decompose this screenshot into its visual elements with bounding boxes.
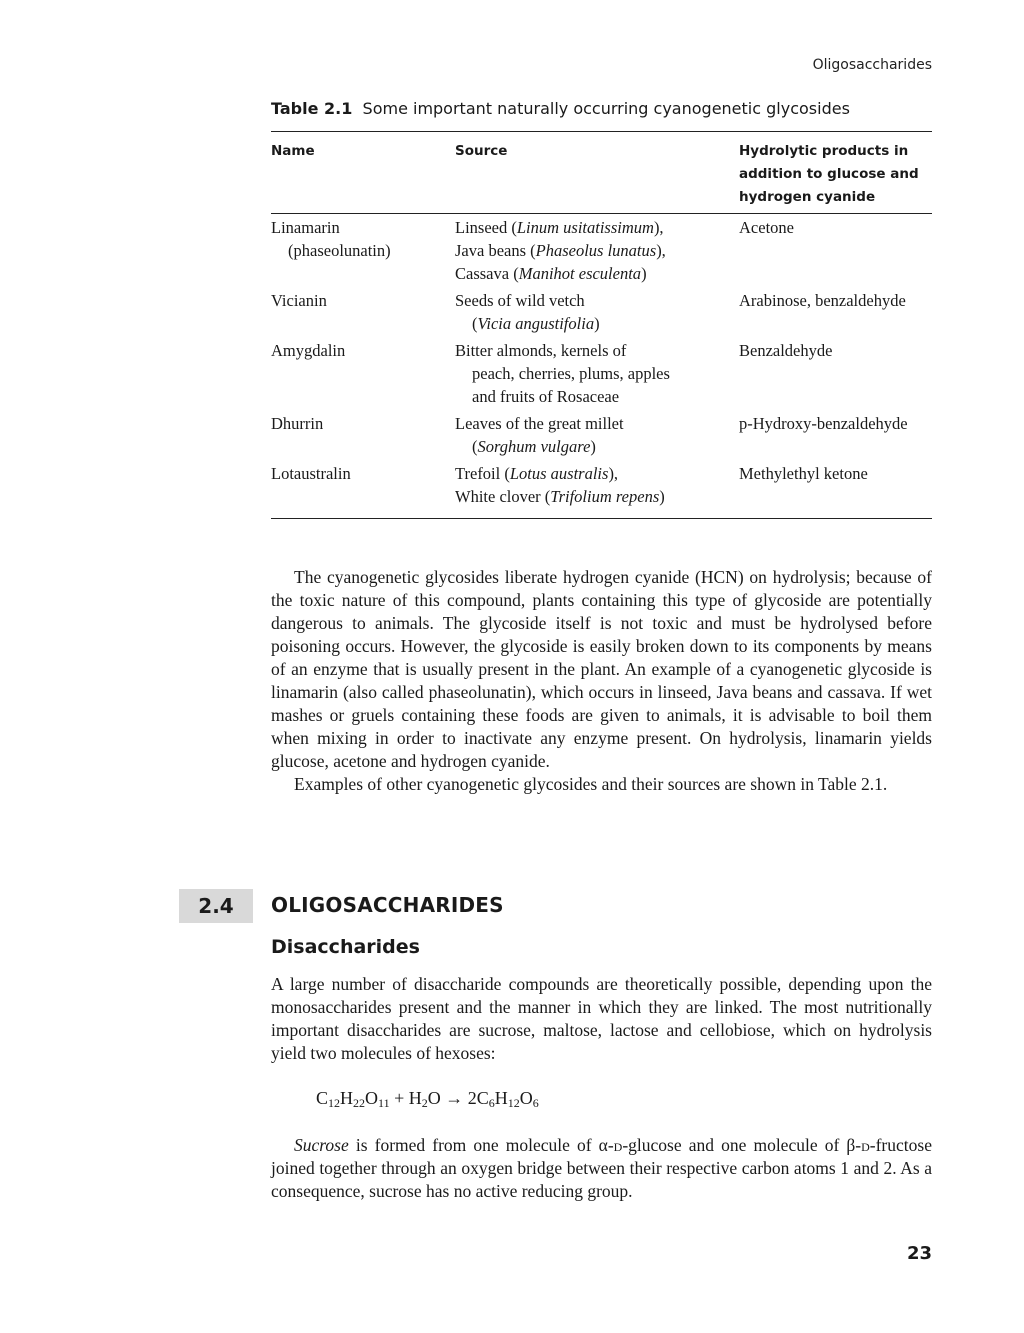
eq-symbol: C [316,1088,329,1108]
term-sucrose: Sucrose [294,1135,349,1155]
source-text: Trefoil ( [455,464,510,483]
paragraph: Examples of other cyanogenetic glycosides and their sources are shown in Table 2.1. [294,774,888,794]
paragraph-text: -glucose and one molecule of β- [622,1135,862,1155]
cell-product: Acetone [739,218,794,237]
source-line [455,239,739,262]
source-line: Leaves of the great millet [455,414,624,433]
source-line [455,312,739,335]
small-caps-d: d [613,1135,623,1155]
species-name: Linum usitatissimum [516,218,654,237]
table-row [271,412,932,458]
body-text-cyanogenetic [271,566,932,796]
source-line [455,435,739,458]
hydrolysis-equation [316,1088,539,1109]
eq-subscript: 6 [488,1096,495,1110]
cell-product: Methylethyl ketone [739,464,868,483]
header-products-line: addition to glucose and [739,166,919,182]
source-text: ), [653,218,664,237]
source-text: ) [659,487,665,506]
source-text: ) [641,264,647,283]
cell-product: p-Hydroxy-benzaldehyde [739,414,908,433]
source-text: Cassava ( [455,264,519,283]
page-number: 23 [906,1243,932,1264]
source-text: ( [472,314,478,333]
table-row [271,462,932,508]
cell-name: Lotaustralin [271,464,351,483]
subsection-title: Disaccharides [271,936,420,958]
eq-symbol: H [408,1088,422,1108]
species-name: Lotus australis [509,464,609,483]
cell-name [271,216,455,285]
cell-source [455,339,739,408]
source-line: and fruits of Rosaceae [472,387,620,406]
source-text: White clover ( [455,487,551,506]
eq-subscript: 22 [353,1096,366,1110]
table-caption-label: Table 2.1 [271,99,353,118]
source-line: Seeds of wild vetch [455,291,585,310]
paragraph: The cyanogenetic glycosides liberate hydrogen cyanide (HCN) on hydrolysis; because of the toxic nature of this compound, plants containing this type of glycoside are potentially dangerous to animals. The glycoside itself is not toxic and must be hydrolysed before poisoning occurs. However, the glycoside is easily broken down to its components by means of an enzyme that is usually present in the plant. An example of a cyanogenetic glycoside is linamarin (also called phaseolunatin), which occurs in linseed, Java beans and cassava. If wet mashes or gruels containing these foods are given to animals, it is advisable to boil them when mixing in order to inactivate any enzyme present. On hydrolysis, linamarin yields glucose, acetone and hydrogen cyanide. [271,567,932,771]
paragraph-text: -fructose joined together through an oxygen bridge between their respective carbon atoms 1 and 2. As a consequence, sucrose has no active reducing group. [271,1135,932,1201]
table-row [271,216,932,285]
species-name: Trifolium repens [550,487,660,506]
cell-source [455,462,739,508]
eq-subscript: 6 [532,1096,539,1110]
table-row [271,339,932,408]
cell-source [455,289,739,335]
cell-name: Vicianin [271,291,327,310]
paragraph-text: is formed from one molecule of α- [348,1135,614,1155]
paragraph [271,1134,932,1203]
source-text: ) [590,437,596,456]
eq-subscript: 12 [507,1096,520,1110]
eq-subscript: 11 [378,1096,390,1110]
source-line [455,216,739,239]
cell-name: Amygdalin [271,341,346,360]
table-body [271,214,932,508]
glycoside-name: Linamarin [271,218,340,237]
source-line: Bitter almonds, kernels of [455,341,627,360]
table-caption-text: Some important naturally occurring cyanogenetic glycosides [362,99,850,118]
eq-arrow: → [440,1088,468,1108]
body-text-disaccharides [271,973,932,1065]
eq-subscript: 2 [421,1096,428,1110]
glycosides-table [271,131,932,519]
header-source: Source [455,143,508,159]
header-products-line: Hydrolytic products in [739,143,909,159]
source-text: ) [594,314,600,333]
source-text: ( [472,437,478,456]
source-text: Linseed ( [455,218,517,237]
glycoside-alt-name: (phaseolunatin) [288,241,391,260]
paragraph: A large number of disaccharide compounds are theoretically possible, depending upon the monosaccharides present and the manner in which they are linked. The most nutritionally important disaccharides are sucrose, maltose, lactose and cellobiose, which on hydrolysis yield two molecules of hexoses: [271,974,932,1063]
eq-subscript: 12 [328,1096,341,1110]
source-line [455,462,739,485]
source-text: ), [656,241,666,260]
species-name: Manihot esculenta [518,264,642,283]
eq-symbol: O [519,1088,533,1108]
eq-operator: + [389,1088,409,1108]
species-name: Vicia angustifolia [477,314,595,333]
table-row [271,289,932,335]
header-name: Name [271,143,315,159]
table-header-row [271,132,932,213]
source-line [455,485,739,508]
table-caption [271,99,850,118]
eq-symbol: H [340,1088,354,1108]
cell-product: Benzaldehyde [739,341,833,360]
cell-product: Arabinose, benzaldehyde [739,291,906,310]
source-text: Java beans ( [455,241,536,260]
section-number: 2.4 [179,889,253,923]
species-name: Sorghum vulgare [477,437,591,456]
header-products-line: hydrogen cyanide [739,189,876,205]
section-title: OLIGOSACCHARIDES [271,893,504,917]
eq-symbol: H [494,1088,508,1108]
eq-coefficient: 2 [467,1088,477,1108]
header-products [739,140,932,209]
cell-source [455,412,739,458]
body-text-sucrose [271,1134,932,1203]
eq-symbol: O [365,1088,379,1108]
eq-symbol: C [476,1088,489,1108]
source-text: ), [608,464,619,483]
source-line [455,262,739,285]
small-caps-d: d [861,1135,870,1155]
table-bottom-rule [271,518,932,519]
cell-name: Dhurrin [271,414,324,433]
source-line: peach, cherries, plums, apples [472,364,670,383]
running-head: Oligosaccharides [812,57,932,73]
cell-source [455,216,739,285]
eq-symbol: O [427,1088,441,1108]
species-name: Phaseolus lunatus [535,241,657,260]
